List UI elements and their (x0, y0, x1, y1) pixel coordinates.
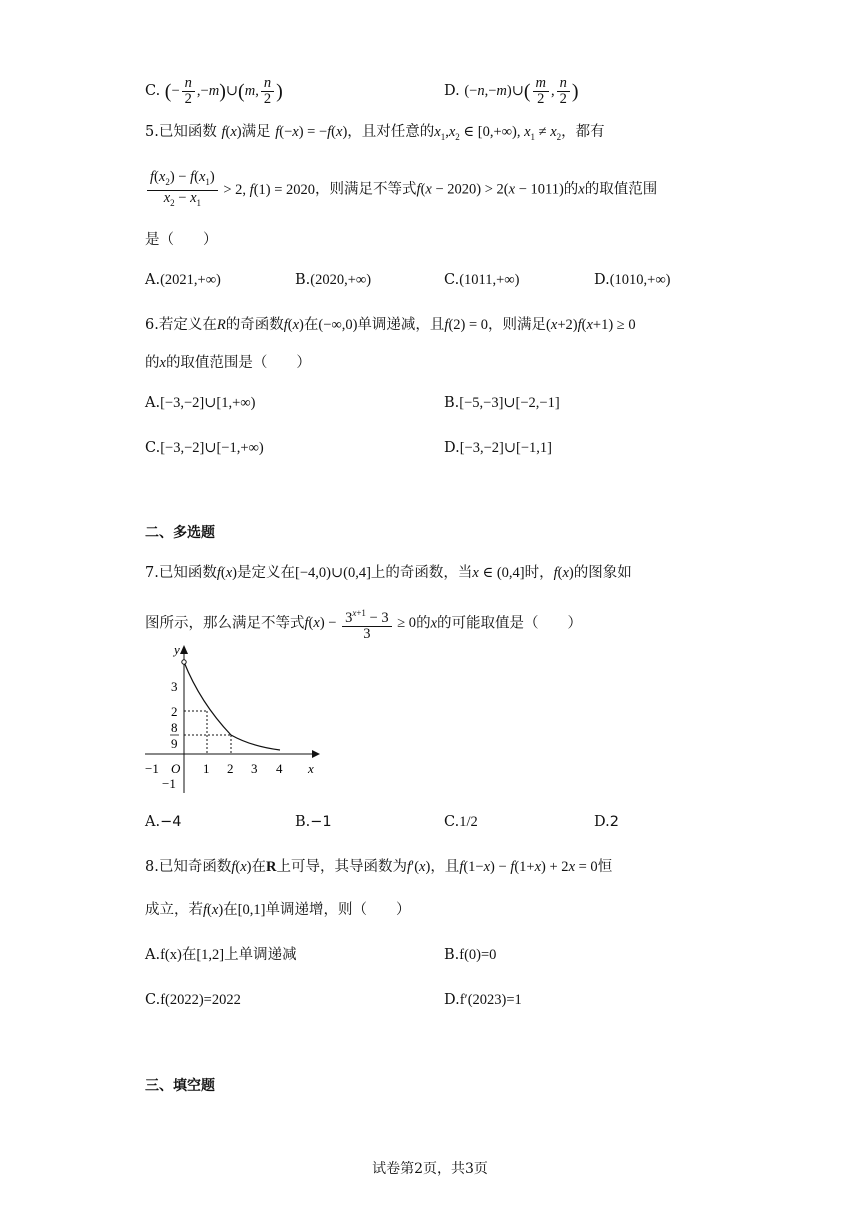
y-tick-neg1: −1 (162, 776, 176, 791)
function-curve (184, 662, 280, 750)
q7-stem-line1: 7.已知函数f(x)是定义在[−4,0)∪(0,4]上的奇函数，当x ∈ (0,4]时，f(x)的图象如 (145, 565, 632, 581)
q6-stem-line2: 的x的取值范围是（ ） (145, 355, 311, 371)
q6-option-b: B.[−5,−3]∪[−2,−1] (444, 395, 560, 411)
q4-option-d-expr: (−n,−m)∪( $\frac{m}{2}$ , $\frac{n}{2}$ ) (464, 75, 579, 107)
y-tick-frac-num: 8 (171, 720, 178, 735)
q5-stem-line2: $\frac{f(x_2) - f(x_1)}{x_2 - x_1}$ > 2, f(1) = 2020，则满足不等式f(x − 2020) > 2(x − 1011)的x的取值范围 (145, 170, 657, 211)
q6-stem-line1: 6.若定义在R的奇函数f(x)在(−∞,0)单调递减，且f(2) = 0，则满足(x+2)f(x+1) ≥ 0 (145, 317, 636, 333)
q5-option-d: D.(1010,+∞) (594, 272, 671, 288)
q7-function-graph (140, 640, 330, 800)
x-axis-arrow (312, 750, 320, 758)
section-heading-multi-choice: 二、多选题 (145, 525, 215, 541)
option-letter: D. (444, 82, 460, 99)
q4-option-d (444, 76, 579, 107)
option-letter: C. (145, 82, 161, 99)
q5-option-b: B.(2020,+∞) (295, 272, 372, 288)
q7-option-b: B.−1 (295, 814, 332, 830)
x-axis-label: x (308, 761, 314, 776)
q6-option-a: A.[−3,−2]∪[1,+∞) (145, 395, 256, 411)
q5-option-c: C.(1011,+∞) (444, 272, 520, 288)
y-tick-2: 2 (171, 704, 178, 719)
q8-option-c: C.f(2022)=2022 (145, 992, 241, 1008)
q5-option-a: A.(2021,+∞) (145, 272, 221, 288)
q8-option-b: B.f(0)=0 (444, 947, 497, 963)
open-endpoint (182, 660, 186, 664)
q7-option-a: A.−4 (145, 814, 182, 830)
q6-option-c: C.[−3,−2]∪[−1,+∞) (145, 440, 264, 456)
q8-option-a: A.f(x)在[1,2]上单调递减 (145, 947, 297, 963)
x-tick-neg1: −1 (145, 761, 159, 776)
q8-option-d: D.f′(2023)=1 (444, 992, 522, 1008)
x-tick-4: 4 (276, 761, 283, 776)
y-tick-frac-den: 9 (171, 736, 178, 751)
q7-stem-line2: 图所示，那么满足不等式f(x) − $\frac{3^{x+1} - 3}{3}$ ≥ 0的x的可能取值是（ ） (145, 608, 582, 642)
y-tick-3: 3 (171, 679, 178, 694)
x-tick-3: 3 (251, 761, 258, 776)
q6-option-d: D.[−3,−2]∪[−1,1] (444, 440, 552, 456)
q7-option-c: C.1/2 (444, 814, 478, 830)
section-heading-fill-blank: 三、填空题 (145, 1078, 215, 1094)
q8-stem-line1: 8.已知奇函数f(x)在R上可导，其导函数为f′(x)，且f(1−x) − f(1+x) + 2x = 0恒 (145, 859, 613, 875)
q4-option-c (145, 76, 283, 107)
y-axis-arrow (180, 645, 188, 654)
q5-stem-line3: 是（ ） (145, 232, 218, 248)
page-footer: 试卷第2页，共3页 (372, 1161, 488, 1177)
x-tick-1: 1 (203, 761, 210, 776)
q5-stem-line1: 5.已知函数 f(x)满足 f(−x) = −f(x)，且对任意的$x_1,x_2$ ∈ [0,+∞), $x_1 \ne x_2$，都有 (145, 124, 605, 142)
q4-option-c-expr: (− $\frac{n}{2}$ ,−m)∪(m, $\frac{n}{2}$ ) (164, 75, 283, 107)
q7-option-d: D.2 (594, 814, 619, 830)
x-tick-2: 2 (227, 761, 234, 776)
origin-label: O (171, 761, 181, 776)
y-axis-label: y (174, 642, 180, 657)
q8-stem-line2: 成立，若f(x)在[0,1]单调递增，则（ ） (145, 902, 411, 918)
